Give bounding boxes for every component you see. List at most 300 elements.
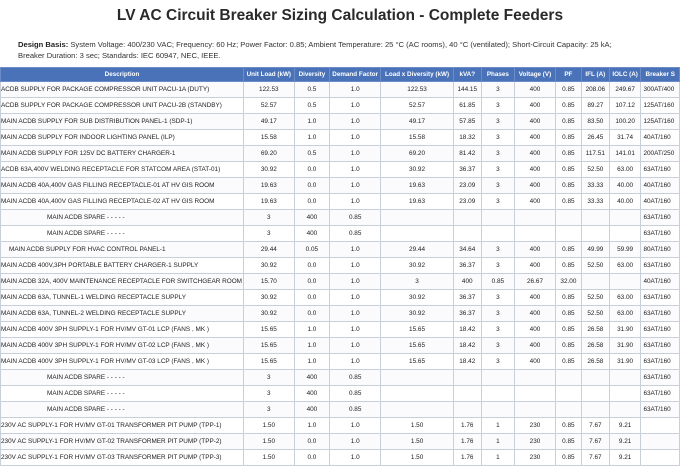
column-header[interactable]: PF (555, 68, 581, 82)
table-cell: 1.0 (330, 322, 381, 338)
table-cell: 1 (481, 434, 514, 450)
table-cell: 107.12 (609, 98, 641, 114)
table-cell: 144.15 (453, 82, 481, 98)
table-cell: 0.85 (555, 306, 581, 322)
table-cell: 3 (381, 274, 454, 290)
table-cell: 0.0 (294, 450, 330, 466)
feeder-description (1, 306, 244, 322)
table-cell: 19.63 (244, 178, 295, 194)
table-cell: 26.58 (581, 322, 609, 338)
table-cell: 400 (515, 338, 556, 354)
table-cell: 31.90 (609, 338, 641, 354)
table-cell: 80AT/160 (641, 242, 680, 258)
feeder-description: MAIN ACDB SPARE - - - - - (1, 226, 244, 242)
table-cell: 3 (481, 162, 514, 178)
table-cell: 3 (244, 370, 295, 386)
feeder-description-text: MAIN ACDB 63A, TUNNEL-1 WELDING RECEPTACLE SUPPLY (1, 294, 187, 301)
feeder-description: MAIN ACDB SPARE - - - - - (1, 370, 244, 386)
table-cell: 400 (515, 114, 556, 130)
table-body (1, 82, 680, 466)
table-row[interactable] (1, 242, 680, 258)
table-cell: 0.0 (294, 194, 330, 210)
table-cell: 0.0 (294, 434, 330, 450)
table-cell: 1.0 (330, 258, 381, 274)
table-cell (609, 370, 641, 386)
table-cell: 52.50 (581, 162, 609, 178)
table-cell: 3 (481, 322, 514, 338)
table-cell: 57.85 (453, 114, 481, 130)
table-cell: 61.85 (453, 98, 481, 114)
table-cell: 400 (515, 322, 556, 338)
breaker-sizing-table (0, 67, 680, 466)
table-cell (581, 386, 609, 402)
table-row[interactable] (1, 338, 680, 354)
table-cell: 63.00 (609, 290, 641, 306)
table-cell: 400 (453, 274, 481, 290)
table-row[interactable] (1, 402, 680, 418)
table-cell: 400 (515, 146, 556, 162)
table-cell: 1.0 (294, 322, 330, 338)
feeder-description: MAIN ACDB SUPPLY FOR HVAC CONTROL PANEL-1 (1, 242, 244, 258)
table-cell: 63AT/160 (641, 370, 680, 386)
feeder-description-text: MAIN ACDB SUPPLY FOR SUB DISTRIBUTION PANEL-1 (SDP-1) (1, 118, 193, 125)
table-cell (555, 386, 581, 402)
table-cell: 1.50 (244, 418, 295, 434)
table-cell (381, 226, 454, 242)
table-cell: 49.17 (381, 114, 454, 130)
table-cell: 1.0 (330, 98, 381, 114)
table-cell: 0.85 (555, 178, 581, 194)
table-cell: 1.0 (330, 146, 381, 162)
table-cell: 36.37 (453, 306, 481, 322)
table-cell (581, 274, 609, 290)
feeder-description-text: 230V AC SUPPLY-1 FOR HV/MV GT-01 TRANSFORMER PIT PUMP (TPP-1) (1, 422, 222, 429)
table-cell: 7.67 (581, 418, 609, 434)
table-cell (381, 370, 454, 386)
table-cell: 15.65 (381, 338, 454, 354)
table-cell: 1 (481, 450, 514, 466)
table-cell (555, 210, 581, 226)
table-cell: 1.0 (330, 450, 381, 466)
table-cell: 3 (481, 98, 514, 114)
table-cell: 0.0 (294, 162, 330, 178)
table-cell: 3 (244, 226, 295, 242)
table-cell (641, 418, 680, 434)
table-cell: 300AT/400 (641, 82, 680, 98)
feeder-description-text: 230V AC SUPPLY-1 FOR HV/MV GT-03 TRANSFORMER PIT PUMP (TPP-3) (1, 454, 222, 461)
table-cell: 400 (515, 162, 556, 178)
table-cell: 26.45 (581, 130, 609, 146)
table-cell (453, 210, 481, 226)
feeder-description (1, 178, 244, 194)
table-cell: 400 (515, 130, 556, 146)
table-cell: 0.0 (294, 290, 330, 306)
table-row[interactable] (1, 226, 680, 242)
table-cell: 40.00 (609, 194, 641, 210)
table-cell (453, 386, 481, 402)
table-row[interactable] (1, 274, 680, 290)
table-cell: 59.99 (609, 242, 641, 258)
column-header[interactable]: Diversity (294, 68, 330, 82)
table-cell: 30.92 (244, 162, 295, 178)
table-cell: 26.58 (581, 338, 609, 354)
table-cell: 63AT/160 (641, 386, 680, 402)
table-cell (381, 210, 454, 226)
table-cell: 400 (515, 354, 556, 370)
table-row[interactable] (1, 130, 680, 146)
table-cell: 9.21 (609, 434, 641, 450)
table-cell: 0.85 (555, 450, 581, 466)
column-header[interactable]: Load x Diversity (kW) (381, 68, 454, 82)
feeder-description (1, 354, 244, 370)
feeder-description (1, 418, 244, 434)
table-cell: 1.0 (330, 178, 381, 194)
table-cell (515, 370, 556, 386)
table-cell: 15.65 (244, 354, 295, 370)
table-cell: 1.0 (294, 418, 330, 434)
feeder-description-text: MAIN ACDB 32A, 400V MAINTENANCE RECEPTACLE FOR SWITCHGEAR ROOM (1, 278, 242, 285)
table-cell: 230 (515, 434, 556, 450)
table-row[interactable] (1, 114, 680, 130)
table-cell (515, 210, 556, 226)
table-cell: 0.85 (555, 242, 581, 258)
table-cell: 249.67 (609, 82, 641, 98)
table-cell: 3 (481, 354, 514, 370)
table-cell: 0.0 (294, 258, 330, 274)
table-cell: 63AT/160 (641, 338, 680, 354)
table-row[interactable] (1, 178, 680, 194)
table-cell: 63AT/160 (641, 306, 680, 322)
table-cell: 0.5 (294, 98, 330, 114)
table-row[interactable] (1, 322, 680, 338)
column-header[interactable]: Voltage (V) (515, 68, 556, 82)
table-cell (609, 402, 641, 418)
table-cell: 400 (515, 290, 556, 306)
feeder-description-text: MAIN ACDB 400V,3PH PORTABLE BATTERY CHARGER-1 SUPPLY (1, 262, 199, 269)
table-cell (555, 402, 581, 418)
table-cell: 30.92 (381, 162, 454, 178)
table-row[interactable] (1, 98, 680, 114)
table-cell: 3 (244, 386, 295, 402)
table-cell: 3 (481, 306, 514, 322)
table-cell: 49.99 (581, 242, 609, 258)
table-cell: 0.85 (555, 338, 581, 354)
table-cell: 0.85 (330, 386, 381, 402)
table-cell: 1 (481, 418, 514, 434)
table-cell: 63AT/160 (641, 290, 680, 306)
table-cell: 0.05 (294, 242, 330, 258)
feeder-description: MAIN ACDB SPARE - - - - - (1, 402, 244, 418)
table-row[interactable] (1, 386, 680, 402)
table-cell: 400 (515, 82, 556, 98)
table-cell: 400 (294, 386, 330, 402)
column-header[interactable]: Unit Load (kW) (244, 68, 295, 82)
table-header-row (1, 68, 680, 82)
table-row[interactable] (1, 434, 680, 450)
table-cell: 1.50 (244, 434, 295, 450)
table-cell: 30.92 (244, 306, 295, 322)
table-cell: 400 (515, 242, 556, 258)
table-cell: 400 (515, 98, 556, 114)
table-cell: 117.51 (581, 146, 609, 162)
feeder-description-text: MAIN ACDB 400V 3PH SUPPLY-1 FOR HV/MV GT-01 LCP (FANS , MK ) (1, 326, 209, 333)
feeder-description (1, 114, 244, 130)
table-cell: 26.67 (515, 274, 556, 290)
table-cell: 9.21 (609, 418, 641, 434)
table-cell: 3 (481, 242, 514, 258)
column-header[interactable]: Breaker S (641, 68, 680, 82)
table-cell: 0.85 (555, 146, 581, 162)
table-cell: 3 (244, 402, 295, 418)
feeder-description (1, 258, 244, 274)
table-cell: 15.58 (381, 130, 454, 146)
table-cell: 1.0 (330, 290, 381, 306)
table-cell: 40AT/160 (641, 178, 680, 194)
column-header[interactable]: IFL (A) (581, 68, 609, 82)
table-cell: 1.0 (330, 162, 381, 178)
table-cell (453, 402, 481, 418)
table-cell: 1.0 (294, 130, 330, 146)
table-cell: 63.00 (609, 306, 641, 322)
table-cell: 0.85 (555, 130, 581, 146)
table-cell (481, 210, 514, 226)
table-cell: 63AT/160 (641, 354, 680, 370)
feeder-description-text: MAIN ACDB SUPPLY FOR 125V DC BATTERY CHARGER-1 (1, 150, 176, 157)
table-cell: 33.33 (581, 194, 609, 210)
table-row[interactable] (1, 306, 680, 322)
table-cell: 63AT/160 (641, 258, 680, 274)
feeder-description-text: MAIN ACDB 40A,400V GAS FILLING RECEPTACLE-02 AT HV GIS ROOM (1, 198, 215, 205)
table-cell: 23.09 (453, 178, 481, 194)
table-cell: 1.0 (294, 114, 330, 130)
table-cell: 40AT/160 (641, 274, 680, 290)
table-cell: 0.85 (330, 210, 381, 226)
table-row[interactable] (1, 290, 680, 306)
table-cell: 1.0 (330, 338, 381, 354)
table-cell: 0.0 (294, 274, 330, 290)
table-cell: 52.50 (581, 258, 609, 274)
table-cell: 36.37 (453, 290, 481, 306)
table-cell: 1.76 (453, 418, 481, 434)
feeder-description (1, 146, 244, 162)
table-cell: 0.85 (330, 370, 381, 386)
feeder-description: MAIN ACDB SPARE - - - - - (1, 386, 244, 402)
feeder-description-text: MAIN ACDB 400V 3PH SUPPLY-1 FOR HV/MV GT-03 LCP (FANS , MK ) (1, 358, 209, 365)
table-cell: 3 (481, 290, 514, 306)
feeder-description (1, 274, 244, 290)
table-cell: 1.50 (381, 418, 454, 434)
table-cell (515, 386, 556, 402)
column-header[interactable]: kVA? (453, 68, 481, 82)
table-cell: 52.57 (244, 98, 295, 114)
table-cell: 3 (481, 82, 514, 98)
feeder-description (1, 338, 244, 354)
table-cell: 7.67 (581, 450, 609, 466)
table-cell: 100.20 (609, 114, 641, 130)
column-header[interactable]: Demand Factor (330, 68, 381, 82)
table-cell: 1.0 (294, 354, 330, 370)
table-cell: 0.85 (555, 98, 581, 114)
table-cell: 40AT/160 (641, 194, 680, 210)
table-cell (581, 210, 609, 226)
table-cell: 122.53 (381, 82, 454, 98)
table-cell: 230 (515, 450, 556, 466)
table-cell: 40AT/160 (641, 130, 680, 146)
table-cell: 18.42 (453, 354, 481, 370)
table-cell: 400 (515, 258, 556, 274)
feeder-description-text: ACDB 63A,400V WELDING RECEPTACLE FOR STATCOM AREA (STAT-01) (1, 166, 221, 173)
feeder-description-text: ACDB SUPPLY FOR PACKAGE COMPRESSOR UNIT PACU-1A (DUTY) (1, 86, 210, 93)
table-cell: 0.5 (294, 146, 330, 162)
feeder-description (1, 82, 244, 98)
table-cell: 83.50 (581, 114, 609, 130)
feeder-description (1, 290, 244, 306)
table-cell: 1.0 (330, 242, 381, 258)
table-row[interactable] (1, 418, 680, 434)
table-cell (609, 274, 641, 290)
table-cell: 30.92 (244, 290, 295, 306)
table-cell: 15.65 (381, 354, 454, 370)
table-cell: 3 (481, 146, 514, 162)
column-header[interactable]: Description (1, 68, 244, 82)
feeder-description (1, 162, 244, 178)
table-row[interactable] (1, 354, 680, 370)
table-cell: 125AT/160 (641, 98, 680, 114)
feeder-description-text: MAIN ACDB SUPPLY FOR INDOOR LIGHTING PANEL (ILP) (1, 134, 175, 141)
table-row[interactable] (1, 194, 680, 210)
table-cell (581, 402, 609, 418)
table-cell: 0.85 (330, 402, 381, 418)
feeder-description-text: ACDB SUPPLY FOR PACKAGE COMPRESSOR UNIT PACU-2B (STANDBY) (1, 102, 222, 109)
table-cell: 0.85 (555, 322, 581, 338)
table-cell: 81.42 (453, 146, 481, 162)
table-cell: 0.85 (555, 354, 581, 370)
table-row[interactable] (1, 258, 680, 274)
table-cell: 69.20 (244, 146, 295, 162)
feeder-description (1, 98, 244, 114)
table-cell: 19.63 (381, 194, 454, 210)
table-cell: 30.92 (381, 290, 454, 306)
column-header[interactable]: IOLC (A) (609, 68, 641, 82)
table-cell (555, 370, 581, 386)
table-cell: 0.85 (555, 114, 581, 130)
table-cell: 15.65 (381, 322, 454, 338)
table-cell: 3 (481, 130, 514, 146)
table-cell: 63AT/160 (641, 402, 680, 418)
table-cell: 1.0 (330, 194, 381, 210)
table-row[interactable] (1, 82, 680, 98)
design-basis (18, 40, 678, 61)
feeder-description (1, 434, 244, 450)
table-cell: 63.00 (609, 258, 641, 274)
feeder-description-text: MAIN ACDB 40A,400V GAS FILLING RECEPTACLE-01 AT HV GIS ROOM (1, 182, 215, 189)
table-row[interactable] (1, 146, 680, 162)
table-cell: 3 (244, 210, 295, 226)
table-cell (481, 386, 514, 402)
table-cell (481, 402, 514, 418)
table-cell: 52.57 (381, 98, 454, 114)
table-cell: 1.0 (330, 274, 381, 290)
table-cell: 30.92 (244, 258, 295, 274)
table-row[interactable] (1, 210, 680, 226)
table-cell: 400 (294, 370, 330, 386)
table-cell (641, 434, 680, 450)
table-cell: 31.90 (609, 354, 641, 370)
table-cell (609, 226, 641, 242)
table-cell (453, 226, 481, 242)
table-cell: 29.44 (244, 242, 295, 258)
table-cell: 49.17 (244, 114, 295, 130)
table-cell (555, 226, 581, 242)
table-cell: 19.63 (381, 178, 454, 194)
table-cell: 0.85 (555, 82, 581, 98)
table-cell: 3 (481, 194, 514, 210)
table-cell: 1.0 (330, 418, 381, 434)
table-cell: 0.85 (555, 434, 581, 450)
table-cell: 400 (294, 402, 330, 418)
column-header[interactable]: Phases (481, 68, 514, 82)
table-cell: 40.00 (609, 178, 641, 194)
feeder-description-text: 230V AC SUPPLY-1 FOR HV/MV GT-02 TRANSFORMER PIT PUMP (TPP-2) (1, 438, 222, 445)
table-cell: 200AT/250 (641, 146, 680, 162)
design-basis-line2: Breaker Duration: 3 sec; Standards: IEC 60947, NEC, IEEE. (18, 50, 221, 60)
table-cell: 1.0 (330, 114, 381, 130)
table-cell: 125AT/160 (641, 114, 680, 130)
table-cell: 63AT/160 (641, 162, 680, 178)
table-cell: 0.0 (294, 306, 330, 322)
table-cell: 63AT/160 (641, 322, 680, 338)
design-basis-label: Design Basis: (18, 40, 69, 49)
table-cell: 26.58 (581, 354, 609, 370)
table-cell: 1.50 (381, 450, 454, 466)
table-cell (515, 402, 556, 418)
table-cell: 1.0 (330, 434, 381, 450)
design-basis-line1: System Voltage: 400/230 VAC; Frequency: 60 Hz; Power Factor: 0.85; Ambient Temperature: 25 °C (AC rooms), 40 °C (ventilated); Short-Circuit Capacity: 25 kA; (68, 40, 612, 49)
feeder-description: MAIN ACDB SPARE - - - - - (1, 210, 244, 226)
table-cell: 1.0 (294, 338, 330, 354)
table-cell: 141.01 (609, 146, 641, 162)
table-cell: 18.32 (453, 130, 481, 146)
table-cell: 1.0 (330, 306, 381, 322)
table-cell: 30.92 (381, 258, 454, 274)
table-cell: 1.50 (381, 434, 454, 450)
table-cell: 34.64 (453, 242, 481, 258)
table-cell: 52.50 (581, 306, 609, 322)
feeder-description-text: MAIN ACDB 63A, TUNNEL-2 WELDING RECEPTACLE SUPPLY (1, 310, 187, 317)
feeder-description-text: MAIN ACDB 400V 3PH SUPPLY-1 FOR HV/MV GT-02 LCP (FANS , MK ) (1, 342, 209, 349)
page-title: LV AC Circuit Breaker Sizing Calculation - Complete Feeders (116, 7, 564, 24)
table-cell: 1.50 (244, 450, 295, 466)
table-cell: 1.76 (453, 434, 481, 450)
table-cell: 3 (481, 338, 514, 354)
table-cell: 400 (294, 226, 330, 242)
table-cell: 23.09 (453, 194, 481, 210)
table-cell: 0.85 (330, 226, 381, 242)
table-row[interactable] (1, 162, 680, 178)
table-cell: 0.85 (555, 418, 581, 434)
table-cell: 19.63 (244, 194, 295, 210)
table-cell: 18.42 (453, 322, 481, 338)
table-cell: 400 (515, 306, 556, 322)
table-cell: 9.21 (609, 450, 641, 466)
table-cell: 0.85 (555, 290, 581, 306)
table-cell: 36.37 (453, 162, 481, 178)
table-cell: 400 (515, 194, 556, 210)
table-cell: 63AT/160 (641, 210, 680, 226)
table-cell: 0.85 (555, 194, 581, 210)
table-cell (581, 370, 609, 386)
table-row[interactable] (1, 370, 680, 386)
